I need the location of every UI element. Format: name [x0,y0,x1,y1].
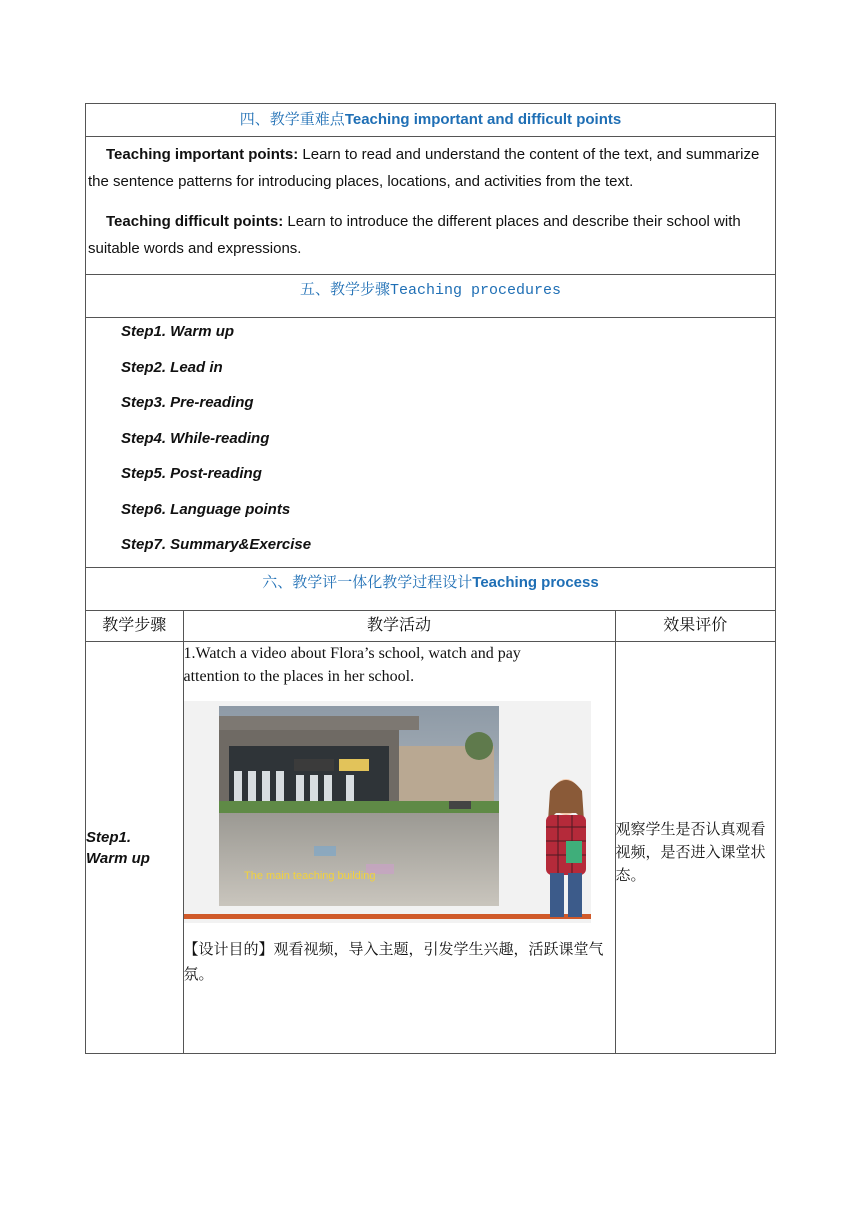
procedure-steps [86,318,775,568]
section4-title-cn: 四、教学重难点 [239,110,345,128]
step-item: Step5. Post-reading [121,465,262,482]
step-item: Step6. Language points [121,500,291,518]
section6-title-cn: 六、教学评一体化教学过程设计 [262,573,473,591]
header-activity: 教学活动 [183,611,615,642]
step-item: Step2. Lead in [121,358,223,376]
difficult-points-label: Teaching difficult points: [106,213,284,230]
video-screenshot [184,701,591,923]
evaluation-cell: 观察学生是否认真观看视频，是否进入课堂状态。 [615,642,775,1054]
section4-heading [86,104,775,137]
design-purpose: 【设计目的】观看视频，导入主题，引发学生兴趣，活跃课堂气氛。 [183,940,604,983]
activity-line-1: 1.Watch a video about Flora’s school, watch and pay [183,645,521,662]
header-evaluation: 效果评价 [615,611,775,642]
important-points-label: Teaching important points: [106,146,299,163]
header-step: 教学步骤 [86,611,183,642]
section5-title-cn: 五、教学步骤 [299,280,390,298]
section6-title-en: Teaching process [472,574,599,591]
section6-heading [86,568,775,611]
difficult-points-text: Learn to introduce the different places and describe their school with suitable words and expressions. [88,213,741,257]
step1-name: Warm up [86,849,150,867]
key-points-block [86,137,775,275]
video-caption: The main teaching building [243,870,375,882]
section5-title-en: Teaching procedures [389,282,562,299]
step-item: Step4. While-reading [121,429,270,447]
step-item: Step1. Warm up [121,323,235,340]
activity-line-2: attention to the places in her school. [183,668,415,685]
step-item: Step7. Summary&Exercise [121,536,312,553]
school-video-image [184,701,591,923]
important-points-text: Learn to read and understand the content of the text, and summarize the sentence patterns for introducing places, locations, and activities from the text. [88,146,760,190]
difficult-points [88,208,773,262]
step1-label: Step1. [86,828,132,846]
step1-cell [86,642,183,1054]
important-points [88,141,773,195]
activity-cell [183,642,615,1054]
section5-heading [86,275,775,318]
lesson-plan-table [85,103,776,1054]
process-table [86,611,775,1054]
section4-title-en: Teaching important and difficult points [344,111,622,128]
step-item: Step3. Pre-reading [121,394,254,411]
